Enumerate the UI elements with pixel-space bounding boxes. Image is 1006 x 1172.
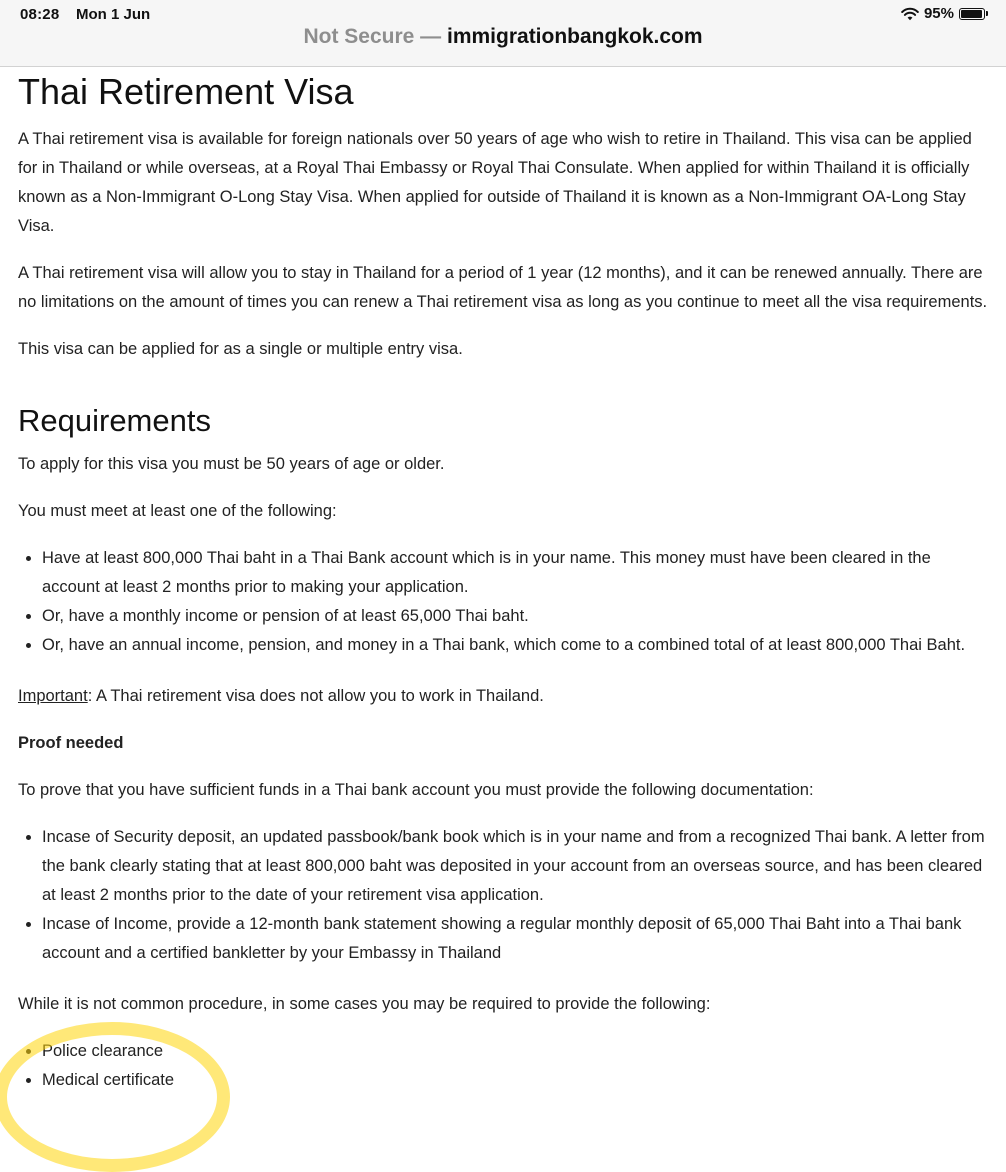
url-domain[interactable]: immigrationbangkok.com — [447, 25, 703, 48]
battery-cap — [986, 11, 988, 16]
list-item: • Medical certificate — [42, 1066, 993, 1095]
intro-paragraph-1: A Thai retirement visa is available for foreign nationals over 50 years of age who wish to retire in Thailand. This visa can be applied for in Thailand or while overseas, at a Royal Thai Embassy or Royal Thai Consulate. When applied for within Thailand it is officially known as a Non-Immigrant O-Long Stay Visa. When applied for outside of Thailand it is known as a Non-Immigrant OA-Long Stay Visa. — [18, 130, 972, 235]
list-item: • Or, have an annual income, pension, and money in a Thai bank, which come to a combined total of at least 800,000 Thai Baht. — [42, 631, 993, 660]
intro-paragraph-3: This visa can be applied for as a single or multiple entry visa. — [18, 340, 463, 358]
battery-percentage: 95% — [923, 5, 954, 22]
security-indicator[interactable]: Not Secure — — [303, 25, 442, 48]
address-bar[interactable] — [0, 25, 1006, 67]
status-time: 08:28 — [20, 6, 60, 23]
page-title: Thai Retirement Visa — [18, 71, 354, 112]
proof-intro: To prove that you have sufficient funds in a Thai bank account you must provide the following documentation: — [18, 781, 814, 799]
wifi-icon — [901, 7, 919, 21]
intro-paragraph-2: A Thai retirement visa will allow you to stay in Thailand for a period of 1 year (12 months), and it can be renewed annually. There are no limitations on the amount of times you can renew a Thai retirement visa as long as you continue to meet all the visa requirements. — [18, 264, 988, 311]
list-item: • Incase of Income, provide a 12-month bank statement showing a regular monthly deposit of 65,000 Thai Baht into a Thai bank account and a certified bankletter by your Embassy in Thailand — [42, 910, 993, 968]
list-item: • Or, have a monthly income or pension of at least 65,000 Thai baht. — [42, 602, 993, 631]
important-label: Important — [18, 687, 88, 705]
age-requirement: To apply for this visa you must be 50 years of age or older. — [18, 455, 445, 473]
proof-items-list — [18, 823, 993, 968]
battery-body — [959, 8, 985, 20]
list-item: • Incase of Security deposit, an updated passbook/bank book which is in your name and from a recognized Thai bank. A letter from the bank clearly stating that at least 800,000 baht was deposited in your account from an overseas source, and has been cleared at least 2 months prior to the date of your retirement visa application. — [42, 823, 993, 910]
list-item: • Have at least 800,000 Thai baht in a Thai Bank account which is in your name. This money must have been cleared in the account at least 2 months prior to making your application. — [42, 544, 993, 602]
additional-items-list — [18, 1037, 993, 1095]
additional-intro: While it is not common procedure, in some cases you may be required to provide the following: — [18, 995, 711, 1013]
battery-icon — [959, 8, 988, 20]
status-indicators — [901, 5, 988, 22]
meet-one-text: You must meet at least one of the following: — [18, 502, 337, 520]
financial-options-list — [18, 544, 993, 660]
important-note — [18, 682, 993, 711]
status-date: Mon 1 Jun — [76, 6, 151, 23]
requirements-heading: Requirements — [18, 403, 211, 438]
battery-fill — [961, 10, 982, 18]
important-text: : A Thai retirement visa does not allow you to work in Thailand. — [87, 687, 544, 705]
proof-heading: Proof needed — [18, 734, 124, 752]
list-item: • Police clearance — [42, 1037, 993, 1066]
article-content — [18, 66, 993, 1113]
